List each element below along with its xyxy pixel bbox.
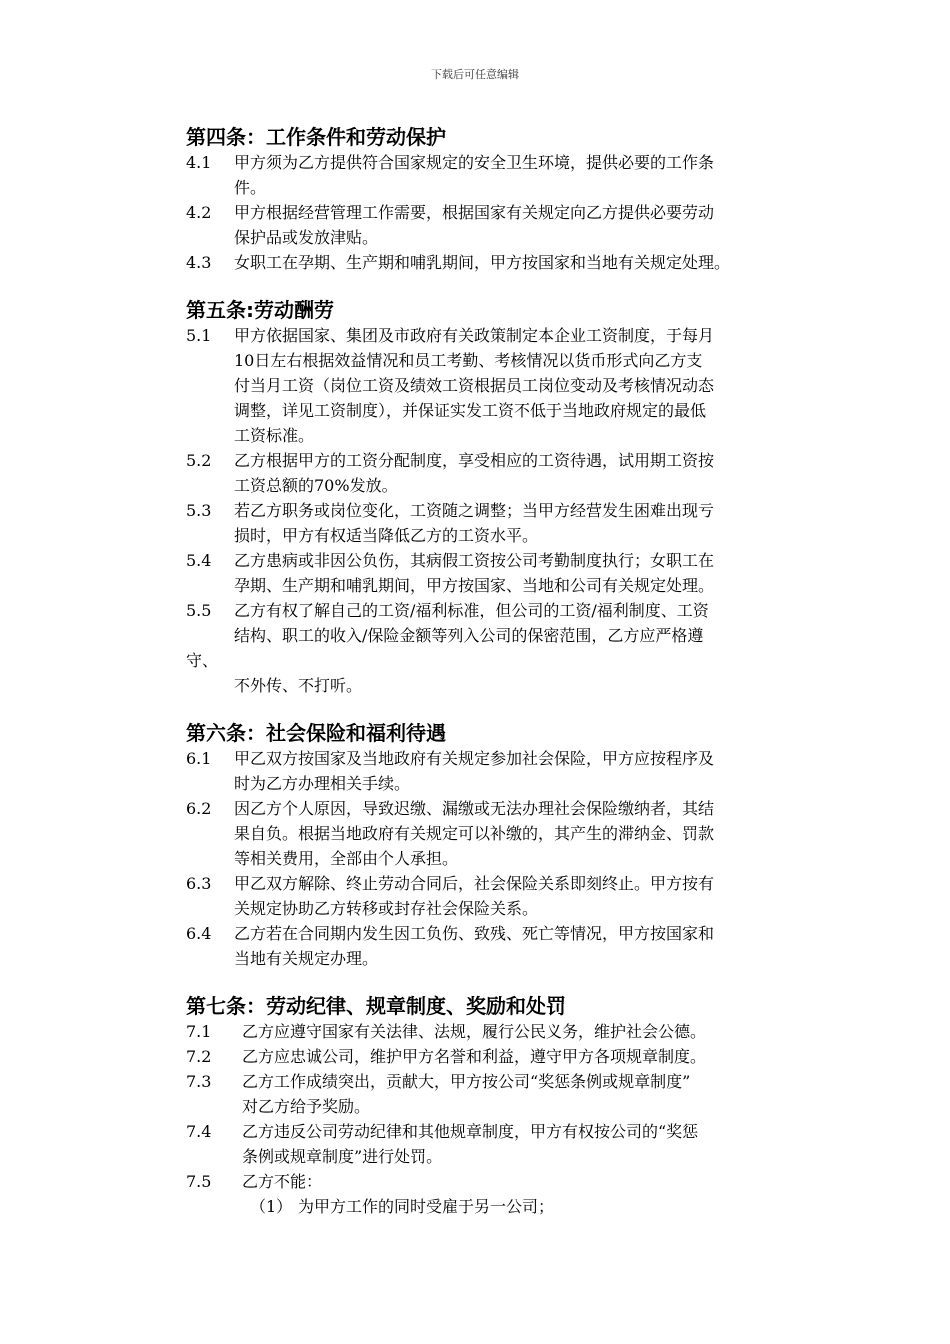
clause-6-2 [186,796,836,871]
section-6 [186,720,836,971]
sub-item-text: 为甲方工作的同时受雇于另一公司； [298,1197,555,1216]
section-5 [186,297,836,698]
clause-text: 对乙方给予奖励。 [242,1097,371,1116]
clause-number: 5.4 [186,551,212,570]
clause-7-4 [186,1119,836,1169]
clause-6-4 [186,921,836,971]
clause-number: 6.3 [186,874,212,893]
clause-6-1 [186,746,836,796]
clause-text: 结构、职工的收入/保险金额等列入公司的保密范围，乙方应严格遵 [234,626,704,645]
clause-text: 乙方应忠诚公司，维护甲方名誉和利益，遵守甲方各项规章制度。 [242,1047,707,1066]
clause-4-2 [186,200,836,250]
clause-text: 女职工在孕期、生产期和哺乳期间，甲方按国家和当地有关规定处理。 [234,253,731,272]
section-7 [186,993,836,1219]
clause-number: 4.1 [186,153,212,172]
clause-number: 5.5 [186,601,212,620]
clause-5-4 [186,548,836,598]
clause-number: 6.1 [186,749,212,768]
clause-7-3 [186,1069,836,1119]
clause-text: 乙方违反公司劳动纪律和其他规章制度，甲方有权按公司的“奖惩 [242,1122,699,1141]
clause-text: 损时，甲方有权适当降低乙方的工资水平。 [234,526,539,545]
clause-text: 调整，详见工资制度），并保证实发工资不低于当地政府规定的最低 [234,401,707,420]
clause-text: 甲方依据国家、集团及市政府有关政策制定本企业工资制度，于每月 [234,326,715,345]
clause-text: 甲方根据经营管理工作需要，根据国家有关规定向乙方提供必要劳动 [234,203,715,222]
clause-number: 7.1 [186,1022,212,1041]
clause-number: 4.3 [186,253,212,272]
sub-item-label: （1） [250,1197,293,1216]
clause-text: 果自负。根据当地政府有关规定可以补缴的，其产生的滞纳金、罚款 [234,824,715,843]
clause-number: 6.4 [186,924,212,943]
clause-6-3 [186,871,836,921]
clause-4-1 [186,150,836,200]
clause-text: 等相关费用，全部由个人承担。 [234,849,459,868]
page-header-note: 下载后可任意编辑 [431,68,519,81]
clause-text: 乙方工作成绩突出，贡献大，甲方按公司“奖惩条例或规章制度” [242,1072,691,1091]
clause-text: 当地有关规定办理。 [234,949,379,968]
clause-7-2 [186,1044,836,1069]
section-4 [186,124,836,275]
clause-text: 乙方有权了解自己的工资/福利标准，但公司的工资/福利制度、工资 [234,601,709,620]
clause-text: 乙方患病或非因公负伤，其病假工资按公司考勤制度执行；女职工在 [234,551,715,570]
clause-number: 6.2 [186,799,212,818]
clause-7-5 [186,1169,836,1194]
clause-5-5 [186,598,836,698]
sub-item-1 [186,1194,836,1219]
clause-text: 甲乙双方解除、终止劳动合同后，社会保险关系即刻终止。甲方按有 [234,874,715,893]
clause-number: 5.2 [186,451,212,470]
clause-5-1 [186,323,836,448]
clause-4-3 [186,250,836,275]
clause-number: 5.3 [186,501,212,520]
clause-text: 乙方根据甲方的工资分配制度，享受相应的工资待遇，试用期工资按 [234,451,715,470]
clause-text: 若乙方职务或岗位变化，工资随之调整；当甲方经营发生困难出现亏 [234,501,715,520]
section-title: 第五条:劳动酬劳 [186,298,334,322]
clause-number: 7.5 [186,1172,212,1191]
clause-text: 乙方不能： [242,1172,323,1191]
clause-text: 10日左右根据效益情况和员工考勤、考核情况以货币形式向乙方支 [234,351,703,370]
clause-5-2 [186,448,836,498]
clause-number: 7.2 [186,1047,212,1066]
clause-text: 工资标准。 [234,426,315,445]
clause-text-wrapped: 守、 [186,651,219,670]
section-title: 第七条：劳动纪律、规章制度、奖励和处罚 [186,994,566,1018]
clause-number: 7.3 [186,1072,212,1091]
section-title: 第六条：社会保险和福利待遇 [186,721,446,745]
clause-7-1 [186,1019,836,1044]
clause-text: 孕期、生产期和哺乳期间，甲方按国家、当地和公司有关规定处理。 [234,576,715,595]
clause-text: 乙方若在合同期内发生因工负伤、致残、死亡等情况，甲方按国家和 [234,924,715,943]
clause-text: 条例或规章制度”进行处罚。 [242,1147,443,1166]
clause-text: 不外传、不打听。 [234,676,363,695]
clause-text: 甲乙双方按国家及当地政府有关规定参加社会保险，甲方应按程序及 [234,749,715,768]
clause-text: 乙方应遵守国家有关法律、法规，履行公民义务，维护社会公德。 [242,1022,707,1041]
clause-text: 保护品或发放津贴。 [234,228,379,247]
clause-text: 件。 [234,178,267,197]
clause-5-3 [186,498,836,548]
clause-text: 甲方须为乙方提供符合国家规定的安全卫生环境，提供必要的工作条 [234,153,715,172]
section-title: 第四条：工作条件和劳动保护 [186,125,446,149]
clause-text: 付当月工资（岗位工资及绩效工资根据员工岗位变动及考核情况动态 [234,376,715,395]
clause-number: 4.2 [186,203,212,222]
clause-text: 关规定协助乙方转移或封存社会保险关系。 [234,899,539,918]
clause-text: 工资总额的70%发放。 [234,476,398,495]
clause-number: 5.1 [186,326,212,345]
clause-number: 7.4 [186,1122,212,1141]
clause-text: 时为乙方办理相关手续。 [234,774,411,793]
clause-text: 因乙方个人原因，导致迟缴、漏缴或无法办理社会保险缴纳者，其结 [234,799,715,818]
contract-body [186,124,836,1241]
